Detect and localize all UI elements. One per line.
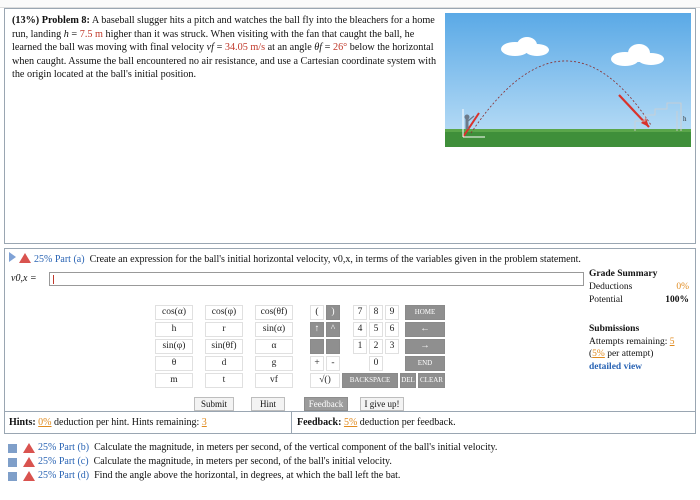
- part-b-warning-icon: [23, 443, 35, 453]
- detailed-view-link[interactable]: detailed view: [589, 361, 643, 372]
- per-attempt-value: 5%: [592, 349, 605, 359]
- problem-text: [12, 14, 442, 82]
- h-value: 7.5 m: [79, 28, 103, 40]
- key-end[interactable]: END: [405, 356, 445, 371]
- part-a-label: Part (a): [54, 254, 85, 265]
- vf-variable: vf: [206, 42, 215, 54]
- key-right[interactable]: →: [405, 339, 445, 354]
- feedback-info: [297, 417, 456, 428]
- grade-summary-title: Grade Summary: [589, 269, 658, 279]
- key-blank-1[interactable]: [310, 339, 324, 354]
- key-3[interactable]: 3: [385, 339, 399, 354]
- key-9[interactable]: 9: [385, 305, 399, 320]
- key-theta[interactable]: θ: [155, 356, 193, 371]
- problem-text-2: higher than it was struck. When visiting with the fan that caught the ball, he learned the ball was moving with final velocity: [12, 28, 415, 54]
- key-5[interactable]: 5: [369, 322, 383, 337]
- part-c-warning-icon: [23, 457, 35, 467]
- part-b-label: Part (b): [58, 442, 90, 453]
- problem-text-1: A baseball slugger hits a pitch and watches the ball fly into the bleachers for a home run, landing: [12, 15, 435, 40]
- key-t[interactable]: t: [205, 373, 243, 388]
- hints-label: Hints:: [9, 417, 36, 428]
- feedback-deduction: 5%: [343, 417, 358, 428]
- feedback-text: deduction per feedback.: [357, 417, 456, 428]
- play-icon[interactable]: [9, 252, 16, 262]
- key-del[interactable]: DEL: [400, 373, 416, 388]
- key-close-paren[interactable]: ): [326, 305, 340, 320]
- part-a-prompt: Create an expression for the ball's initial horizontal velocity, v0,x, in terms of the variables given in the problem statement.: [89, 254, 581, 265]
- hints-text: deduction per hint. Hints remaining:: [51, 417, 202, 428]
- key-m[interactable]: m: [155, 373, 193, 388]
- attempts-value: 5: [669, 336, 675, 347]
- part-b-row[interactable]: [8, 441, 497, 455]
- theta-variable: θf: [314, 42, 323, 54]
- grade-summary: [589, 268, 689, 307]
- divider: [291, 412, 292, 434]
- answer-label: v0,x =: [11, 273, 37, 284]
- key-sin-thetaf[interactable]: sin(θf): [205, 339, 243, 354]
- part-a-percent: 25%: [34, 254, 53, 265]
- problem-statement-panel: [4, 8, 696, 244]
- hints-remaining: 3: [201, 417, 207, 428]
- answer-input[interactable]: [49, 272, 584, 286]
- hints-deduction: 0%: [38, 417, 52, 428]
- problem-text-3: at an angle: [265, 42, 315, 54]
- h-equals: =: [68, 28, 80, 40]
- grass: [445, 131, 691, 147]
- key-sin-phi[interactable]: sin(φ): [155, 339, 193, 354]
- baseball-scene-image: [445, 13, 691, 147]
- part-d-square-icon: [8, 472, 17, 481]
- deductions-label: Deductions: [589, 282, 633, 292]
- key-open-paren[interactable]: (: [310, 305, 324, 320]
- key-sin-alpha[interactable]: sin(α): [255, 322, 293, 337]
- problem-percent: (13%): [12, 15, 40, 26]
- theta-value: 26°: [332, 42, 348, 54]
- key-alpha[interactable]: α: [255, 339, 293, 354]
- key-left[interactable]: ←: [405, 322, 445, 337]
- key-h[interactable]: h: [155, 322, 193, 337]
- key-home[interactable]: HOME: [405, 305, 445, 320]
- key-4[interactable]: 4: [353, 322, 367, 337]
- key-sqrt[interactable]: √(): [310, 373, 340, 388]
- part-d-text: Find the angle above the horizontal, in degrees, at which the ball left the bat.: [94, 470, 401, 481]
- theta-equals: =: [322, 42, 333, 54]
- key-vf[interactable]: vf: [255, 373, 293, 388]
- warning-icon: [19, 253, 31, 263]
- feedback-button[interactable]: Feedback: [304, 397, 348, 411]
- submit-button[interactable]: Submit: [194, 397, 234, 411]
- part-c-row[interactable]: [8, 455, 497, 469]
- part-c-percent: 25%: [38, 456, 57, 467]
- key-minus[interactable]: -: [326, 356, 340, 371]
- part-b-text: Calculate the magnitude, in meters per second, of the vertical component of the ball's initial velocity.: [94, 442, 498, 453]
- per-attempt-open: (: [589, 349, 593, 359]
- key-1[interactable]: 1: [353, 339, 367, 354]
- key-d[interactable]: d: [205, 356, 243, 371]
- part-c-text: Calculate the magnitude, in meters per second, of the ball's initial velocity.: [93, 456, 392, 467]
- part-d-label: Part (d): [58, 470, 90, 481]
- key-2[interactable]: 2: [369, 339, 383, 354]
- feedback-label: Feedback:: [297, 417, 342, 428]
- key-caret[interactable]: ^: [326, 322, 340, 337]
- h-label: h: [683, 115, 687, 123]
- part-d-percent: 25%: [38, 470, 57, 481]
- key-plus[interactable]: +: [310, 356, 324, 371]
- part-a-panel: [4, 248, 696, 434]
- submissions-panel: [589, 323, 693, 373]
- key-7[interactable]: 7: [353, 305, 367, 320]
- key-cos-alpha[interactable]: cos(α): [155, 305, 193, 320]
- submissions-title: Submissions: [589, 324, 640, 334]
- sky: [445, 13, 691, 147]
- hint-button[interactable]: Hint: [251, 397, 285, 411]
- vf-value: 34.05 m/s: [224, 42, 266, 54]
- attempts-label: Attempts remaining:: [589, 336, 668, 347]
- part-d-warning-icon: [23, 471, 35, 481]
- deductions-value: 0%: [676, 282, 689, 292]
- part-c-label: Part (c): [58, 456, 89, 467]
- part-b-percent: 25%: [38, 442, 57, 453]
- other-parts-list: [8, 441, 497, 483]
- key-g[interactable]: g: [255, 356, 293, 371]
- key-r[interactable]: r: [205, 322, 243, 337]
- hints-feedback-row: [5, 411, 695, 433]
- part-a-header: [9, 252, 581, 265]
- part-b-square-icon: [8, 444, 17, 453]
- part-c-square-icon: [8, 458, 17, 467]
- key-cos-thetaf[interactable]: cos(θf): [255, 305, 293, 320]
- give-up-button[interactable]: I give up!: [360, 397, 404, 411]
- baseball-scene-svg: [445, 13, 691, 147]
- key-6[interactable]: 6: [385, 322, 399, 337]
- vf-equals: =: [214, 42, 225, 54]
- part-d-row[interactable]: [8, 469, 497, 483]
- problem-text-4: below the horizontal when caught. Assume the ball encountered no air resistance, and use a Cartesian coordinate system with the origin located at the ball's initial position.: [12, 42, 437, 81]
- problem-title: Problem 8:: [41, 15, 90, 26]
- potential-value: 100%: [665, 295, 689, 305]
- key-8[interactable]: 8: [369, 305, 383, 320]
- key-0[interactable]: 0: [369, 356, 383, 371]
- top-strip: [0, 0, 700, 8]
- potential-label: Potential: [589, 295, 623, 305]
- per-attempt-close: per attempt): [604, 349, 654, 359]
- h-variable: h: [63, 28, 69, 40]
- key-backspace[interactable]: BACKSPACE: [342, 373, 398, 388]
- key-blank-2[interactable]: [326, 339, 340, 354]
- text-cursor: [53, 275, 54, 284]
- key-clear[interactable]: CLEAR: [418, 373, 445, 388]
- key-up-arrow[interactable]: ↑: [310, 322, 324, 337]
- hints-info: [9, 417, 207, 428]
- key-cos-phi[interactable]: cos(φ): [205, 305, 243, 320]
